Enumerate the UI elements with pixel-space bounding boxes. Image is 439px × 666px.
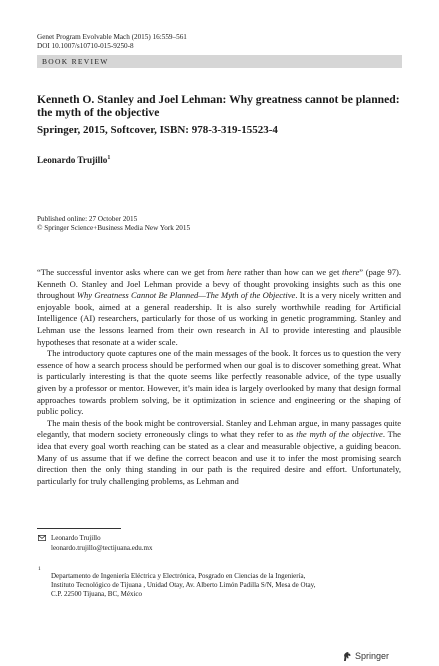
footnote-rule: [37, 528, 121, 529]
p1-text-g: . It is a very nicely written and enjoyable book, aimed at a general readership. It is also surely worthwhile reading for Artificial Intelligence (AI) researchers, particularly for those of us working in genetic programming. Stanley and Lehman use the lessons learned from their own research in AI to provide interesting and plausible hypotheses that resonate at a wider scale.: [37, 290, 401, 347]
springer-wordmark: Springer: [355, 651, 390, 661]
article-title: Kenneth O. Stanley and Joel Lehman: Why greatness cannot be planned: the myth of the objective: [37, 93, 400, 120]
p1-text-e: ” (page 97). Kenneth O. Stanley and Joel Lehman provide a bevy of thought provoking insights such as this one throughout: [37, 267, 402, 301]
article-body: [37, 267, 401, 487]
affiliation-line-3: C.P. 22500 Tijuana, BC, México: [51, 590, 143, 598]
published-online: Published online: 27 October 2015: [37, 215, 138, 223]
publication-info: Springer, 2015, Softcover, ISBN: 978-3-319-15523-4: [37, 124, 278, 136]
section-label: BOOK REVIEW: [42, 57, 109, 66]
contact-email[interactable]: leonardo.trujillo@tectijuana.edu.mx: [51, 544, 153, 552]
contact-name: Leonardo Trujillo: [51, 534, 101, 542]
affiliation-line-1: Departamento de Ingeniería Eléctrica y Electrónica, Posgrado en Ciencias de la Ingeniería,: [51, 572, 306, 580]
springer-logo: [342, 650, 389, 662]
paragraph-3: [37, 418, 401, 488]
section-banner: [37, 55, 402, 68]
p1-text-c: rather than how can we get: [241, 267, 343, 277]
author-affiliation-mark: 1: [107, 155, 111, 161]
p3-italic-myth: the myth of the objective: [296, 429, 383, 440]
envelope-icon: [38, 535, 46, 541]
p1-text-a: “The successful inventor asks where can we get from: [37, 267, 227, 277]
copyright: © Springer Science+Business Media New York 2015: [37, 224, 191, 232]
p3-text-c: . The idea that every goal worth reaching can be stated as a clear and measurable objective, a guiding beacon. Many of us assume that if we define the correct beacon and use it to infer the most promising search direction then the only thing standing in our path is the required desire and effort. Unfortunately, particularly for truly challenging problems, as Lehman and: [37, 429, 401, 486]
p1-italic-book-title: Why Greatness Cannot Be Planned—The Myth of the Objective: [76, 290, 296, 301]
doi: DOI 10.1007/s10710-015-9250-8: [37, 42, 134, 50]
paragraph-1: [37, 267, 401, 348]
author-name: Leonardo Trujillo: [37, 155, 108, 166]
p1-italic-here: here: [226, 267, 242, 277]
journal-citation: Genet Program Evolvable Mach (2015) 16:559–561: [37, 33, 187, 41]
springer-horse-icon: [342, 651, 352, 662]
paragraph-2: The introductory quote captures one of the main messages of the book. It forces us to question the very essence of how a search process should be performed when our goal is to discover something great. What is particularly interesting is that the quote seems like perfectly reasonable advice, of the type usually given by a professor or mentor. However, it’s main idea is largely overlooked by many that design formal approaches towards problem solving, be it optimization in science and engineering or the shaping of public policy.: [37, 348, 401, 417]
affiliation-line-2: Instituto Tecnológico de Tijuana , Unidad Otay, Av. Alberto Limón Padilla S/N, Mesa de Otay,: [51, 581, 316, 589]
author: [37, 155, 110, 165]
affiliation-mark: 1: [38, 566, 41, 572]
p3-text-a: The main thesis of the book might be controversial. Stanley and Lehman argue, in many passages quite elegantly, that modern society erroneously clings to what they refer to as: [37, 417, 401, 440]
p1-italic-there: there: [342, 267, 360, 277]
